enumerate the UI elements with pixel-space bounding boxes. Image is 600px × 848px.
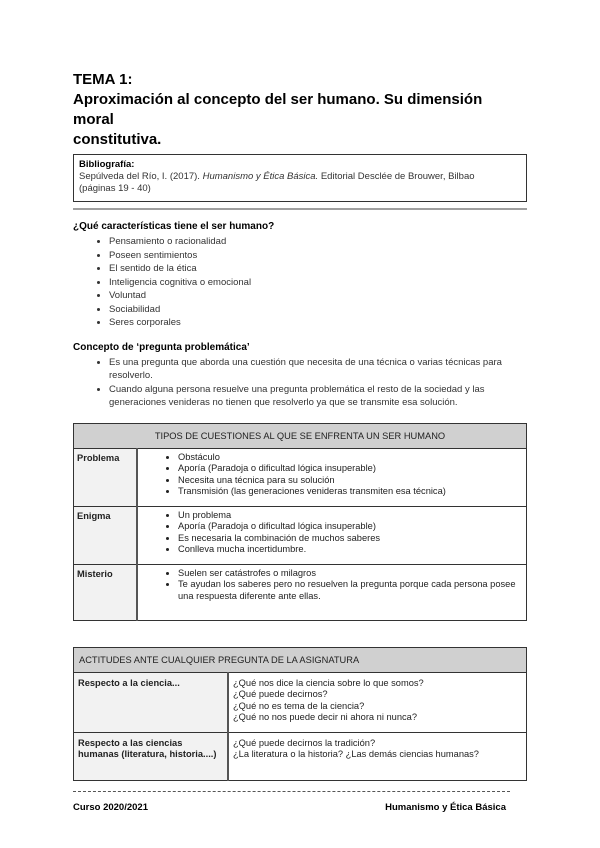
document-page [73, 70, 527, 813]
concept-list [73, 356, 527, 410]
bibliography-book: Humanismo y Ética Básica. [202, 171, 319, 182]
table-header: ACTITUDES ANTE CUALQUIER PREGUNTA DE LA ASIGNATURA [74, 647, 527, 672]
list-item: • Transmisión (las generaciones venideras transmiten esa técnica) [178, 486, 526, 498]
footer-course: Curso 2020/2021 [73, 801, 148, 813]
row-content [137, 448, 527, 506]
question-line: ¿Qué no nos puede decir ni ahora ni nunca? [233, 712, 417, 722]
attitudes-table [73, 647, 527, 781]
list-item: • Pensamiento o racionalidad [109, 235, 527, 249]
footer-subject: Humanismo y Ética Básica [385, 801, 506, 813]
question-line: ¿La literatura o la historia? ¿Las demás ciencias humanas? [233, 749, 479, 759]
page-title [73, 70, 527, 150]
table-row [74, 564, 527, 620]
characteristics-list [73, 235, 527, 330]
row-content [137, 506, 527, 564]
divider [73, 208, 527, 210]
question-line: ¿Qué puede decirnos la tradición? [233, 737, 376, 748]
list-item: • Poseen sentimientos [109, 249, 527, 263]
characteristics-heading: ¿Qué características tiene el ser humano? [73, 221, 275, 232]
question-line: ¿Qué nos dice la ciencia sobre lo que somos? [233, 677, 424, 688]
bibliography-author: Sepúlveda del Río, I. (2017). [79, 171, 203, 182]
list-item: • Aporía (Paradoja o dificultad lógica insuperable) [178, 463, 526, 475]
bibliography-publisher: Editorial Desclée de Brouwer, Bilbao [318, 171, 475, 182]
question-types-table [73, 423, 527, 621]
list-item: • Necesita una técnica para su solución [178, 475, 526, 487]
table-row [74, 448, 527, 506]
bibliography-label: Bibliografía: [79, 159, 135, 170]
bibliography-pages: (páginas 19 - 40) [79, 183, 151, 194]
bibliography-reference [79, 171, 521, 183]
list-item: • Obstáculo [178, 452, 526, 464]
list-item: • Voluntad [109, 289, 527, 303]
row-label: Problema [74, 448, 138, 506]
row-label: Enigma [74, 506, 138, 564]
row-content [137, 564, 527, 620]
footer-divider [73, 791, 510, 792]
list-item: • Un problema [178, 510, 526, 522]
row-label: Misterio [74, 564, 138, 620]
row-label: Respecto a la ciencia... [74, 672, 229, 732]
title-line-2: Aproximación al concepto del ser humano. Su dimensión moral [73, 91, 483, 128]
page-footer [73, 802, 506, 813]
list-item: • Aporía (Paradoja o dificultad lógica insuperable) [178, 521, 526, 533]
table-row [74, 732, 527, 780]
list-item: • Suelen ser catástrofes o milagros [178, 568, 526, 580]
table-header: TIPOS DE CUESTIONES AL QUE SE ENFRENTA UN SER HUMANO [74, 423, 527, 448]
bibliography-box [73, 154, 527, 202]
question-line: ¿Qué no es tema de la ciencia? [233, 700, 365, 711]
list-item: • Conlleva mucha incertidumbre. [178, 544, 526, 556]
row-label: Respecto a las ciencias humanas (literatura, historia....) [74, 732, 229, 780]
list-item: • El sentido de la ética [109, 262, 527, 276]
table-row [74, 506, 527, 564]
title-line-3: constitutiva. [73, 131, 162, 148]
question-line: ¿Qué puede decirnos? [233, 689, 328, 699]
row-content [228, 672, 527, 732]
list-item: • Cuando alguna persona resuelve una pregunta problemática el resto de la sociedad y las generaciones venideras no tienen que resolverlo ya que se transmite esa solución. [109, 383, 527, 410]
list-item: • Es una pregunta que aborda una cuestión que necesita de una técnica o varias técnicas para resolverlo. [109, 356, 527, 383]
list-item: • Seres corporales [109, 316, 527, 330]
list-item: • Inteligencia cognitiva o emocional [109, 276, 527, 290]
table-row [74, 672, 527, 732]
row-content [228, 732, 527, 780]
list-item: • Te ayudan los saberes pero no resuelven la pregunta porque cada persona posee una respuesta diferente ante ellas. [178, 579, 526, 602]
title-line-1: TEMA 1: [73, 71, 133, 88]
list-item: • Sociabilidad [109, 303, 527, 317]
list-item: • Es necesaria la combinación de muchos saberes [178, 533, 526, 545]
concept-heading: Concepto de ‘pregunta problemática’ [73, 341, 250, 353]
